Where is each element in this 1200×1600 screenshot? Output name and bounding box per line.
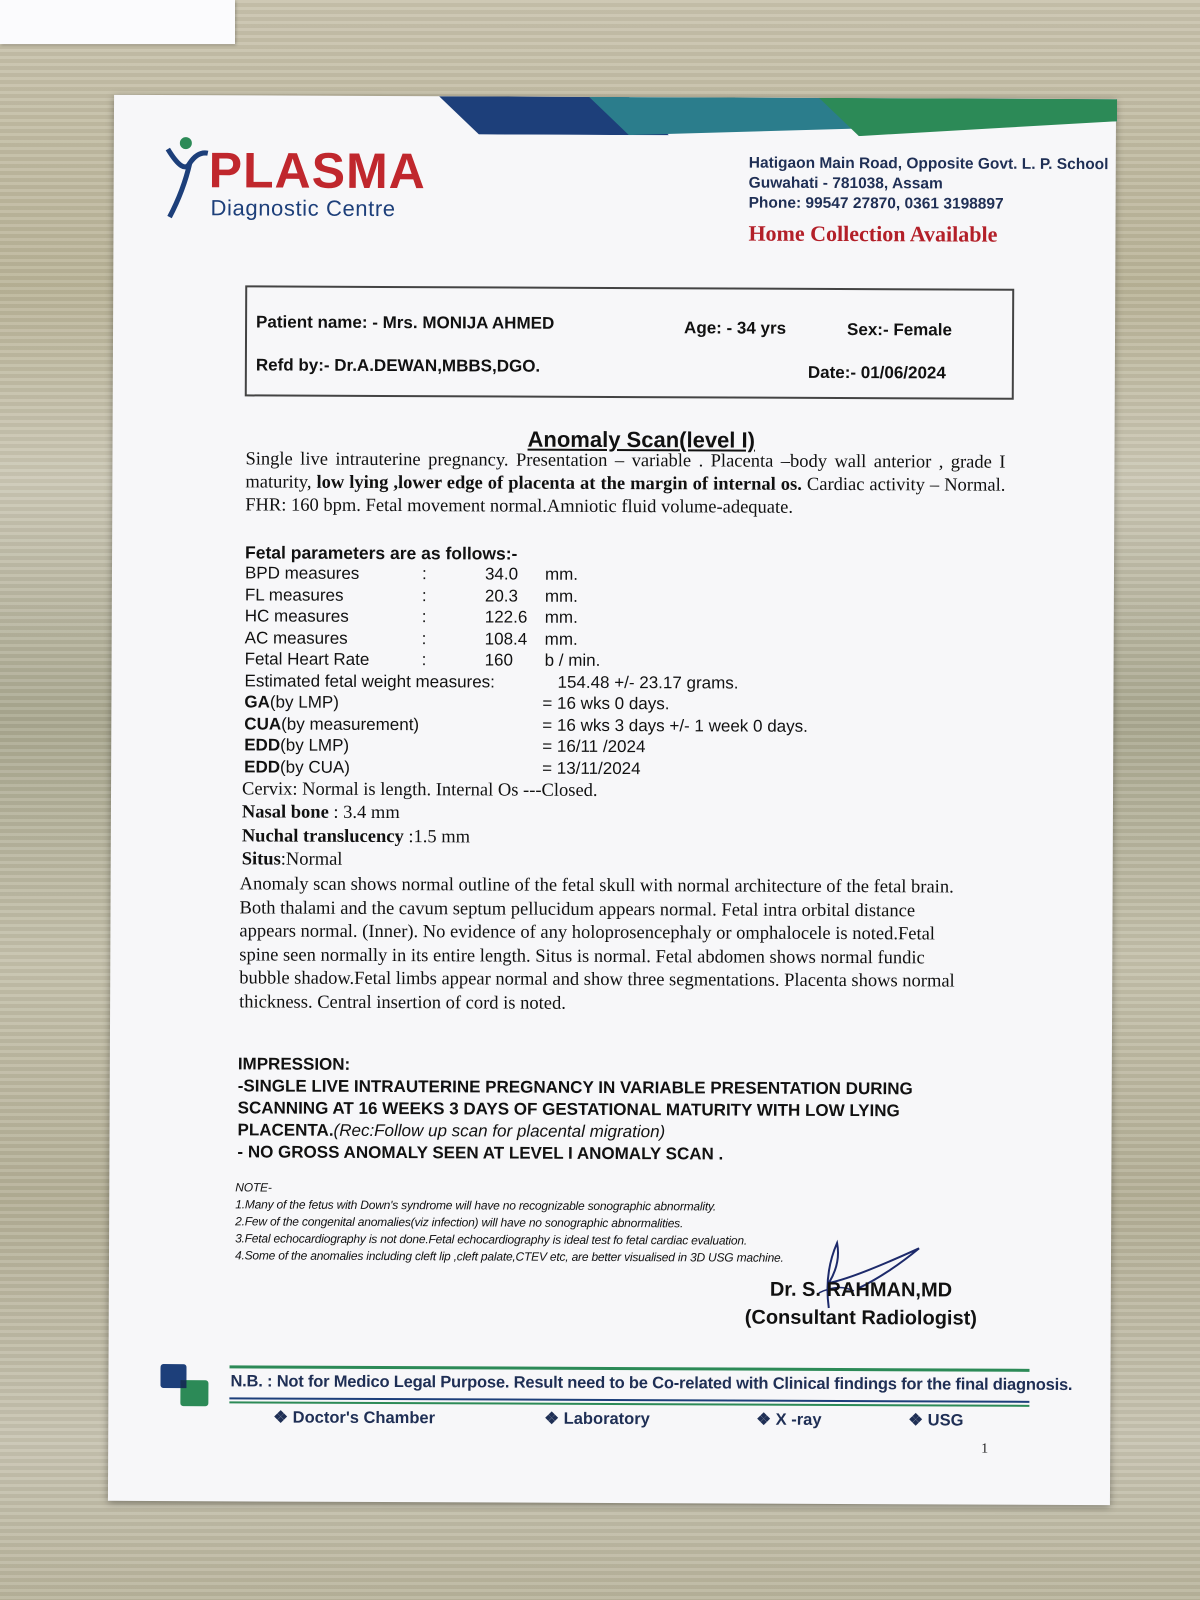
param-sep: : <box>421 650 427 670</box>
doctor-name: Dr. S. RAHMAN,MD <box>769 1278 953 1302</box>
person-logo-icon <box>164 135 214 225</box>
age-value: = 13/11/2024 <box>542 758 641 778</box>
age-value: = 16 wks 0 days. <box>542 693 670 714</box>
nuchal-label: Nuchal translucency <box>241 826 404 848</box>
footer-rule-top <box>230 1365 1030 1371</box>
age-key-detail: (by measurement) <box>281 714 420 734</box>
address-line-2: Guwahati - 781038, Assam <box>748 174 943 193</box>
service-doctors-chamber: ❖ Doctor's Chamber <box>273 1408 436 1428</box>
age-key-detail: (by LMP) <box>280 735 350 755</box>
patient-info-box <box>245 285 1014 399</box>
header-band <box>439 96 1117 137</box>
referred-by: Refd by:- Dr.A.DEWAN,MBBS,DGO. <box>255 355 541 376</box>
impression-recommendation: (Rec:Follow up scan for placental migration) <box>333 1120 666 1142</box>
age-value: = 16 wks 3 days +/- 1 week 0 days. <box>542 715 808 736</box>
impression-heading: IMPRESSION: <box>237 1054 351 1074</box>
note-item: 4.Some of the anomalies including cleft lip ,cleft palate,CTEV etc, are better visualised in 3D USG machine. <box>234 1248 784 1265</box>
address-line-1: Hatigaon Main Road, Opposite Govt. L. P. School <box>748 154 1109 174</box>
cervix-line: Cervix: Normal is length. Internal Os ---Closed. <box>241 779 598 801</box>
param-unit: mm. <box>544 607 578 627</box>
note-item: 3.Fetal echocardiography is not done.Fetal echocardiography is ideal test fo fetal cardiac evaluation. <box>235 1231 748 1248</box>
patient-age: Age: - 34 yrs <box>684 318 787 338</box>
param-value: 34.0 <box>484 564 519 584</box>
service-laboratory: ❖ Laboratory <box>544 1409 650 1429</box>
report-title: Anomaly Scan(level I) <box>527 426 756 453</box>
brand-name: PLASMA <box>208 142 426 200</box>
scan-summary <box>245 448 1005 520</box>
phone-numbers: Phone: 99547 27870, 0361 3198897 <box>748 194 1004 213</box>
fetal-parameters-heading: Fetal parameters are as follows:- <box>245 542 518 564</box>
radiologist-signature <box>745 1276 977 1333</box>
age-key-detail: (by CUA) <box>280 757 350 777</box>
situs-label: Situs <box>241 849 281 870</box>
nasal-bone-line <box>242 802 400 824</box>
impression-section <box>237 1053 992 1166</box>
doctor-designation: (Consultant Radiologist) <box>744 1306 977 1330</box>
param-sep: : <box>421 585 427 605</box>
age-key: EDD <box>244 756 281 777</box>
note-item: 2.Few of the congenital anomalies(viz infection) will have no sonographic abnormalities. <box>235 1214 684 1231</box>
home-collection-banner: Home Collection Available <box>748 220 998 247</box>
summary-bold-text: low lying ,lower edge of placenta at the margin of internal os. <box>316 472 802 495</box>
note-item: 1.Many of the fetus with Down's syndrome will have no recognizable sonographic abnormality. <box>235 1197 717 1214</box>
param-label: HC measures <box>244 606 349 626</box>
service-usg: ❖ USG <box>908 1411 964 1430</box>
param-unit: b / min. <box>544 650 601 670</box>
summary-text-cont: Cardiac activity – Normal. FHR: 160 bpm. Fetal movement normal.Amniotic fluid volume-adequate. <box>245 474 1006 518</box>
param-value: 20.3 <box>484 585 519 606</box>
footer-disclaimer: N.B. : Not for Medico Legal Purpose. Result need to be Co-related with Clinical findings for the final diagnosis. <box>230 1372 1073 1395</box>
clinic-logo <box>164 133 434 224</box>
summary-text: Single live intrauterine pregnancy. Presentation – variable . Placenta –body wall anterior , grade I maturity, <box>245 449 1006 493</box>
param-sep: : <box>421 564 427 584</box>
patient-sex: Sex:- Female <box>847 320 952 340</box>
clinic-address <box>749 154 1109 216</box>
age-key: EDD <box>244 735 281 755</box>
param-value: 108.4 <box>484 628 528 649</box>
param-sep: : <box>421 628 427 648</box>
impression-line-1 <box>238 1075 993 1144</box>
age-key: CUA <box>244 713 282 734</box>
efw-value: 154.48 +/- 23.17 grams. <box>557 672 739 693</box>
age-key: GA <box>244 692 270 712</box>
page-number: 1 <box>981 1441 989 1457</box>
age-key-detail: (by LMP) <box>269 692 339 712</box>
patient-name: Patient name: - Mrs. MONIJA AHMED <box>256 312 555 333</box>
anomaly-findings: Anomaly scan shows normal outline of the fetal skull with normal architecture of the fetal brain. Both thalami and the cavum septum pellucidum appears normal. Fetal intra orbital distance appears normal. (Inner). No evidence of any holoprosencephaly or omphalocele is noted.Fetal spine seen normally in its entire length. Situs is normal. Fetal abdomen shows normal fundic bubble shadow.Fetal limbs appear normal and show three segmentations. Placenta shows normal thickness. Central insertion of cord is noted. <box>239 874 955 1014</box>
impression-line-2: - NO GROSS ANOMALY SEEN AT LEVEL I ANOMALY SCAN . <box>237 1142 724 1164</box>
footer-squares-logo <box>160 1364 210 1408</box>
paper-scrap <box>0 0 235 44</box>
nuchal-value: :1.5 mm <box>403 827 471 848</box>
nasal-bone-label: Nasal bone <box>241 802 329 823</box>
notes-heading: NOTE- <box>235 1180 272 1195</box>
fetal-parameters-table <box>244 563 808 778</box>
brand-subtitle: Diagnostic Centre <box>210 195 396 222</box>
param-unit: mm. <box>544 629 578 649</box>
age-value: = 16/11 /2024 <box>542 736 646 757</box>
param-label: Fetal Heart Rate <box>244 649 370 669</box>
param-label: BPD measures <box>244 563 360 583</box>
nuchal-line <box>242 826 470 848</box>
param-value: 122.6 <box>484 607 528 627</box>
situs-line <box>242 849 343 870</box>
impression-text: -SINGLE LIVE INTRAUTERINE PREGNANCY IN VARIABLE PRESENTATION DURING SCANNING AT 16 WEEKS 3 DAYS OF GESTATIONAL MATURITY WITH LOW LYING PLACENTA. <box>237 1076 913 1140</box>
situs-value: :Normal <box>280 849 343 870</box>
nasal-bone-value: : 3.4 mm <box>328 802 400 824</box>
param-label: FL measures <box>244 584 344 605</box>
param-unit: mm. <box>544 564 579 584</box>
service-xray: ❖ X -ray <box>756 1410 822 1429</box>
param-unit: mm. <box>544 586 578 606</box>
report-date: Date:- 01/06/2024 <box>807 362 946 383</box>
param-value: 160 <box>484 650 514 670</box>
param-label: AC measures <box>244 627 348 648</box>
report-page <box>108 95 1116 1505</box>
param-sep: : <box>421 607 427 627</box>
efw-label: Estimated fetal weight measures: <box>244 670 495 691</box>
